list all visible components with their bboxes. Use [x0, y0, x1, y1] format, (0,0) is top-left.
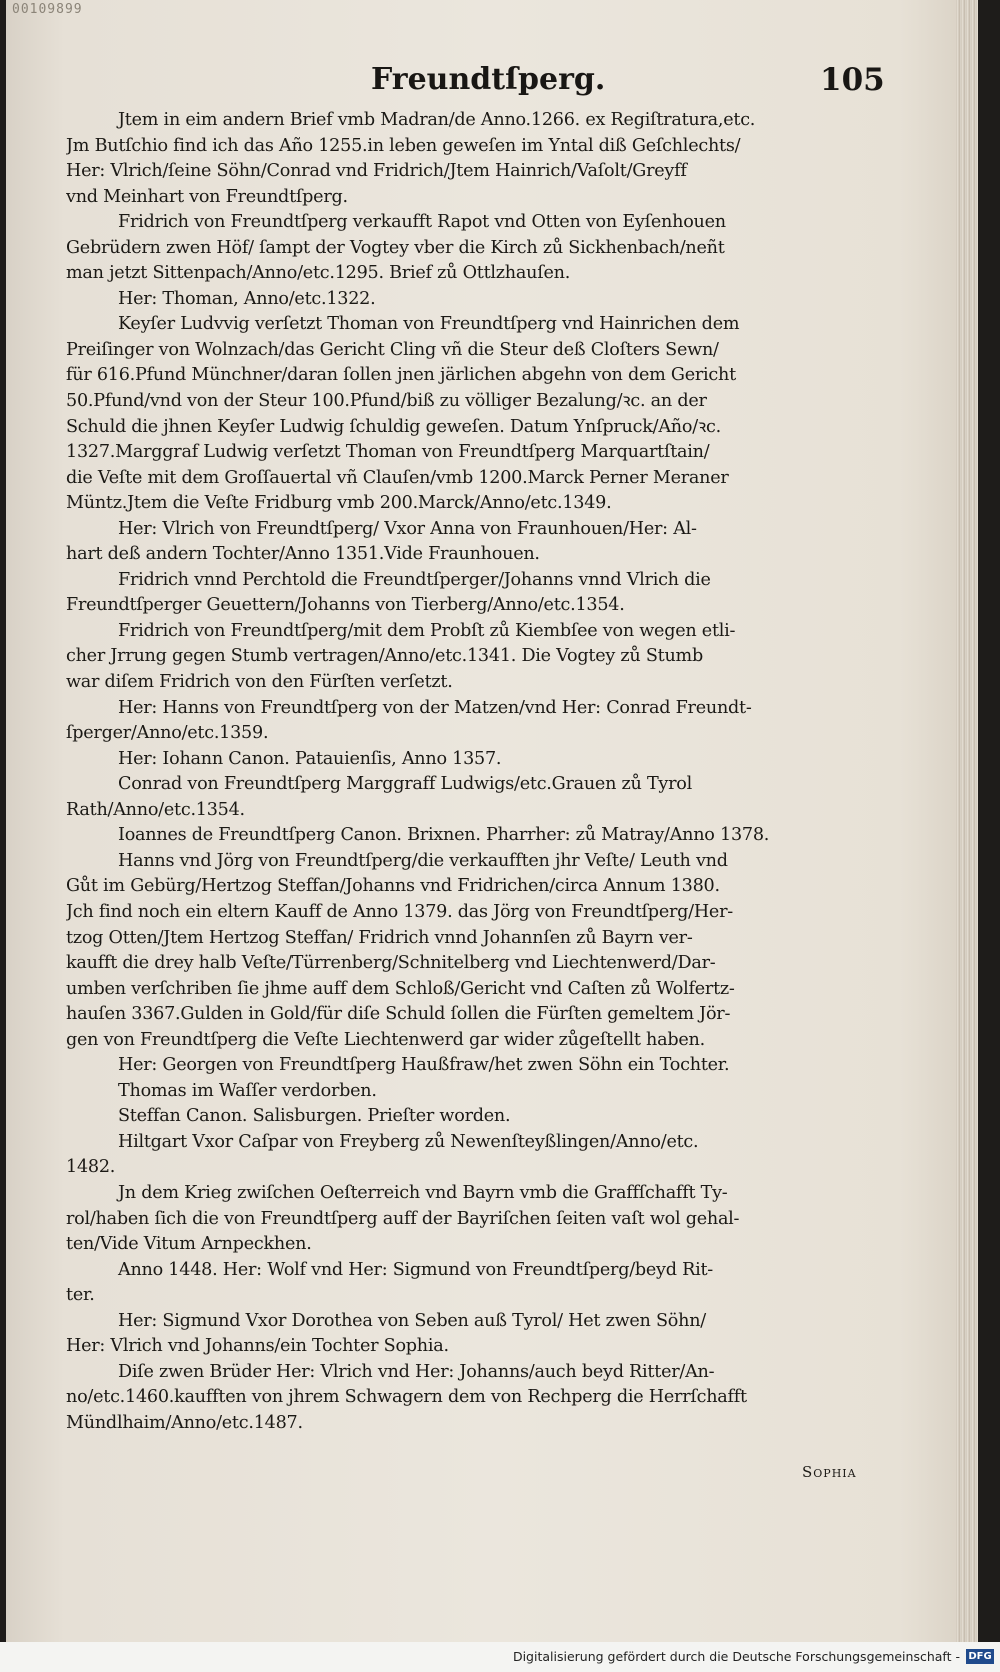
- text-line: rol/haben ſich die von Freundtſperg auff der Bayriſchen ſeiten vaſt wol gehal-: [66, 1208, 740, 1229]
- text-line: Müntz.Jtem die Veſte Fridburg vmb 200.Marck/Anno/etc.1349.: [66, 493, 612, 514]
- text-line: Her: Sigmund Vxor Dorothea von Seben auß Tyrol/ Het zwen Söhn/: [118, 1310, 706, 1331]
- text-line: ſperger/Anno/etc.1359.: [66, 723, 269, 744]
- text-line: Anno 1448. Her: Wolf vnd Her: Sigmund von Freundtſperg/beyd Rit-: [118, 1259, 713, 1280]
- scan-stamp: 00109899: [12, 2, 83, 17]
- text-line: umben verſchriben ſie jhme auff dem Schloß/Gericht vnd Caſten zů Wolfertz-: [66, 978, 735, 999]
- text-line: kaufft die drey halb Veſte/Türrenberg/Schnitelberg vnd Liechtenwerd/Dar-: [66, 953, 716, 974]
- text-line: no/etc.1460.kaufften von jhrem Schwagern dem von Rechperg die Herrſchafft: [66, 1387, 747, 1408]
- catchword: Sophia: [802, 1463, 857, 1481]
- text-line: Conrad von Freundtſperg Marggraff Ludwigs/etc.Grauen zů Tyrol: [118, 774, 693, 795]
- text-line: Preiſinger von Wolnzach/das Gericht Cling vñ die Steur deß Cloſters Sewn/: [66, 339, 719, 360]
- text-line: 50.Pfund/vnd von der Steur 100.Pfund/biß zu völliger Bezalung/ꝛc. an der: [66, 391, 707, 412]
- text-line: für 616.Pfund Münchner/daran ſollen jnen järlichen abgehn von dem Gericht: [66, 365, 736, 386]
- text-line: Rath/Anno/etc.1354.: [66, 799, 245, 820]
- text-line: Gebrüdern zwen Höf/ ſampt der Vogtey vber die Kirch zů Sickhenbach/neñt: [66, 237, 725, 258]
- text-line: Her: Hanns von Freundtſperg von der Matzen/vnd Her: Conrad Freundt-: [118, 697, 752, 718]
- text-line: ten/Vide Vitum Arnpeckhen.: [66, 1234, 312, 1255]
- text-line: Hanns vnd Jörg von Freundtſperg/die verkaufften jhr Veſte/ Leuth vnd: [118, 850, 728, 871]
- book-page: [6, 0, 978, 1642]
- text-line: Fridrich von Freundtſperg/mit dem Probſt zů Kiembſee von wegen etli-: [118, 620, 736, 641]
- text-line: vnd Meinhart von Freundtſperg.: [66, 186, 348, 207]
- text-line: Steffan Canon. Salisburgen. Prieſter worden.: [118, 1106, 511, 1127]
- text-line: man jetzt Sittenpach/Anno/etc.1295. Brief zů Ottlzhauſen.: [66, 263, 571, 284]
- text-line: gen von Freundtſperg die Veſte Liechtenwerd gar wider zůgeſtellt haben.: [66, 1029, 705, 1050]
- text-line: Her: Iohann Canon. Patauienſis, Anno 1357.: [118, 748, 502, 769]
- text-line: 1482.: [66, 1157, 116, 1178]
- dfg-logo: DFG: [966, 1649, 994, 1664]
- footer-bar: [0, 1642, 1000, 1672]
- text-line: Thomas im Waſſer verdorben.: [118, 1080, 377, 1101]
- text-line: Her: Vlrich/ſeine Söhn/Conrad vnd Fridrich/Jtem Hainrich/Vaſolt/Greyff: [66, 161, 687, 182]
- text-line: hauſen 3367.Gulden in Gold/für diſe Schuld ſollen die Fürſten gemeltem Jör-: [66, 1004, 731, 1025]
- text-line: Fridrich von Freundtſperg verkaufft Rapot vnd Otten von Eyſenhouen: [118, 212, 726, 233]
- text-line: Jtem in eim andern Brief vmb Madran/de Anno.1266. ex Regiſtratura,etc.: [118, 110, 756, 130]
- text-line: Freundtſperger Geuettern/Johanns von Tierberg/Anno/etc.1354.: [66, 595, 625, 616]
- text-line: war diſem Fridrich von den Fürſten verſetzt.: [66, 672, 453, 693]
- text-line: Her: Thoman, Anno/etc.1322.: [118, 288, 376, 309]
- text-line: Jch find noch ein eltern Kauff de Anno 1379. das Jörg von Freundtſperg/Her-: [66, 901, 733, 922]
- page-number: 105: [820, 62, 885, 98]
- text-line: Jm Butſchio find ich das Año 1255.in leben geweſen im Yntal diß Geſchlechts/: [66, 135, 741, 156]
- text-line: Gůt im Gebürg/Hertzog Steffan/Johanns vnd Fridrichen/circa Annum 1380.: [66, 876, 720, 897]
- text-line: Fridrich vnnd Perchtold die Freundtſperger/Johanns vnnd Vlrich die: [118, 569, 711, 590]
- text-block: [66, 108, 882, 1436]
- text-line: ter.: [66, 1285, 95, 1306]
- text-line: Her: Vlrich vnd Johanns/ein Tochter Sophia.: [66, 1336, 449, 1357]
- text-line: die Veſte mit dem Groſſauertal vñ Clauſen/vmb 1200.Marck Perner Meraner: [66, 467, 729, 488]
- text-line: Jn dem Krieg zwiſchen Oeſterreich vnd Bayrn vmb die Graffſchafft Ty-: [118, 1182, 728, 1203]
- page-edge: [956, 0, 978, 1642]
- running-head: Freundtſperg.: [371, 62, 606, 97]
- text-line: 1327.Marggraf Ludwig verſetzt Thoman von Freundtſperg Marquartſtain/: [66, 442, 710, 463]
- text-line: Mündlhaim/Anno/etc.1487.: [66, 1412, 303, 1433]
- text-line: hart deß andern Tochter/Anno 1351.Vide Fraunhouen.: [66, 544, 540, 565]
- text-line: tzog Otten/Jtem Hertzog Steffan/ Fridrich vnnd Johannſen zů Bayrn ver-: [66, 927, 693, 948]
- funding-credit: Digitalisierung gefördert durch die Deutsche Forschungsgemeinschaft -: [512, 1649, 960, 1664]
- text-line: Diſe zwen Brüder Her: Vlrich vnd Her: Johanns/auch beyd Ritter/An-: [118, 1361, 715, 1382]
- text-line: Hiltgart Vxor Caſpar von Freyberg zů Newenſteyßlingen/Anno/etc.: [118, 1131, 699, 1152]
- text-line: Her: Georgen von Freundtſperg Haußfraw/het zwen Söhn ein Tochter.: [118, 1055, 730, 1076]
- text-line: Schuld die jhnen Keyſer Ludwig ſchuldig geweſen. Datum Ynſpruck/Año/ꝛc.: [66, 416, 721, 437]
- text-line: Ioannes de Freundtſperg Canon. Brixnen. Pharrher: zů Matray/Anno 1378.: [118, 825, 770, 846]
- text-line: cher Jrrung gegen Stumb vertragen/Anno/etc.1341. Die Vogtey zů Stumb: [66, 646, 703, 667]
- text-line: Her: Vlrich von Freundtſperg/ Vxor Anna von Fraunhouen/Her: Al-: [118, 518, 697, 539]
- text-line: Keyſer Ludvvig verſetzt Thoman von Freundtſperg vnd Hainrichen dem: [118, 314, 740, 335]
